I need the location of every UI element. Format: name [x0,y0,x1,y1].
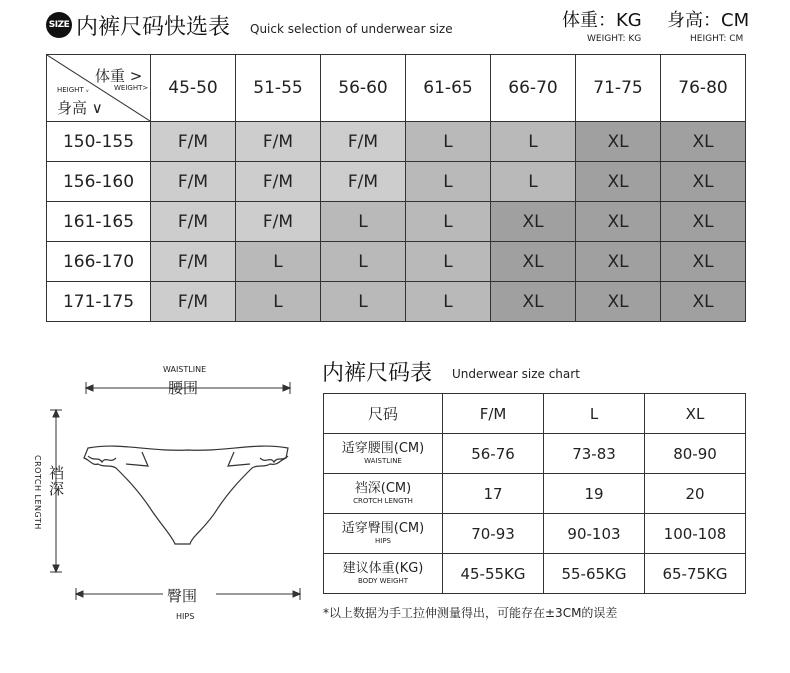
table-row [324,434,746,474]
page-subtitle: Quick selection of underwear size [250,22,453,36]
waistline-label-en: WAISTLINE [163,365,207,374]
value-cell: 56-76 [443,434,544,474]
size-cell: F/M [151,282,236,322]
size-cell: L [406,282,491,322]
weight-header: 71-75 [576,55,661,122]
value-cell: 20 [645,474,746,514]
height-cell: 156-160 [47,162,151,202]
weight-unit: 体重：KG [562,10,642,31]
size-cell: L [406,202,491,242]
size-cell: F/M [151,122,236,162]
row-label-en: CROTCH LENGTH [353,497,413,505]
size-cell: L [491,122,576,162]
height-cell: 166-170 [47,242,151,282]
value-cell: 17 [443,474,544,514]
value-cell: 45-55KG [443,554,544,594]
weight-header: 56-60 [321,55,406,122]
size-cell: L [236,242,321,282]
size-cell: F/M [151,162,236,202]
size-cell: L [406,122,491,162]
size-chart-table [323,393,746,594]
measurement-note: *以上数据为手工拉伸测量得出，可能存在±3CM的误差 [323,606,618,620]
table-row [47,242,746,282]
corner-weight-label: 体重 > [95,67,143,85]
row-label [324,554,443,594]
size-cell: F/M [151,202,236,242]
height-unit-en: HEIGHT: CM [690,34,744,44]
weight-unit-en: WEIGHT: KG [587,34,642,44]
size-cell: XL [661,202,746,242]
size-cell: F/M [236,202,321,242]
hips-label: 臀围 [167,587,198,605]
page-title: 内裤尺码快选表 [76,15,231,40]
size-cell: F/M [321,162,406,202]
weight-header: 45-50 [151,55,236,122]
height-cell: 150-155 [47,122,151,162]
row-label-cn: 建议体重(KG) [342,561,424,576]
waistline-label: 腰围 [168,379,199,397]
value-cell: 90-103 [544,514,645,554]
size-cell: L [321,202,406,242]
value-cell: 65-75KG [645,554,746,594]
size-cell: F/M [321,122,406,162]
value-cell: 70-93 [443,514,544,554]
row-label [324,474,443,514]
hips-label-en: HIPS [176,612,195,621]
size-cell: XL [661,162,746,202]
size-cell: XL [576,202,661,242]
row-label-cn: 适穿臀围(CM) [341,521,425,536]
size-cell: F/M [236,162,321,202]
size-cell: L [406,242,491,282]
table-header-row [324,394,746,434]
weight-header: 51-55 [236,55,321,122]
size-cell: L [321,282,406,322]
corner-cell [47,55,151,122]
size-chart-title: 内裤尺码表 [322,361,433,386]
garment-outline [84,446,288,544]
row-label-en: WAISTLINE [364,457,402,465]
table-row [324,554,746,594]
size-cell: XL [491,202,576,242]
size-cell: F/M [151,242,236,282]
size-cell: XL [661,282,746,322]
table-row [47,162,746,202]
table-row [47,202,746,242]
size-cell: XL [491,242,576,282]
corner-weight-label-en: WEIGHT> [114,84,149,92]
size-cell: L [321,242,406,282]
row-label-cn: 裆深(CM) [354,481,412,496]
row-label-en: HIPS [375,537,391,545]
size-cell: XL [661,122,746,162]
row-label-cn: 适穿腰围(CM) [341,441,425,456]
size-cell: XL [661,242,746,282]
height-cell: 171-175 [47,282,151,322]
size-cell: L [491,162,576,202]
size-cell: F/M [236,122,321,162]
table-header-row [47,55,746,122]
value-cell: 73-83 [544,434,645,474]
table-row [47,122,746,162]
quick-selection-table [46,54,746,322]
corner-height-label-en: HEIGHT ᵥ [57,86,89,94]
value-cell: 100-108 [645,514,746,554]
header-cell: F/M [443,394,544,434]
value-cell: 55-65KG [544,554,645,594]
header-cell: 尺码 [324,394,443,434]
size-cell: XL [576,122,661,162]
row-label [324,514,443,554]
weight-header: 76-80 [661,55,746,122]
height-unit: 身高：CM [667,10,750,31]
table-row [324,474,746,514]
size-cell: XL [576,282,661,322]
value-cell: 80-90 [645,434,746,474]
size-cell: XL [576,162,661,202]
size-cell: L [406,162,491,202]
header-cell: L [544,394,645,434]
size-cell: XL [576,242,661,282]
weight-header: 66-70 [491,55,576,122]
table-row [47,282,746,322]
row-label [324,434,443,474]
row-label-en: BODY WEIGHT [357,577,409,585]
size-badge: SIZE [46,12,72,38]
value-cell: 19 [544,474,645,514]
weight-header: 61-65 [406,55,491,122]
size-chart-subtitle: Underwear size chart [452,367,580,381]
size-cell: XL [491,282,576,322]
table-row [324,514,746,554]
height-cell: 161-165 [47,202,151,242]
crotch-label: 裆深 [47,465,65,497]
header-cell: XL [645,394,746,434]
size-cell: L [236,282,321,322]
corner-height-label: 身高 ∨ [57,99,103,117]
crotch-label-en: CROTCH LENGTH [33,455,42,530]
underwear-diagram [30,360,310,620]
